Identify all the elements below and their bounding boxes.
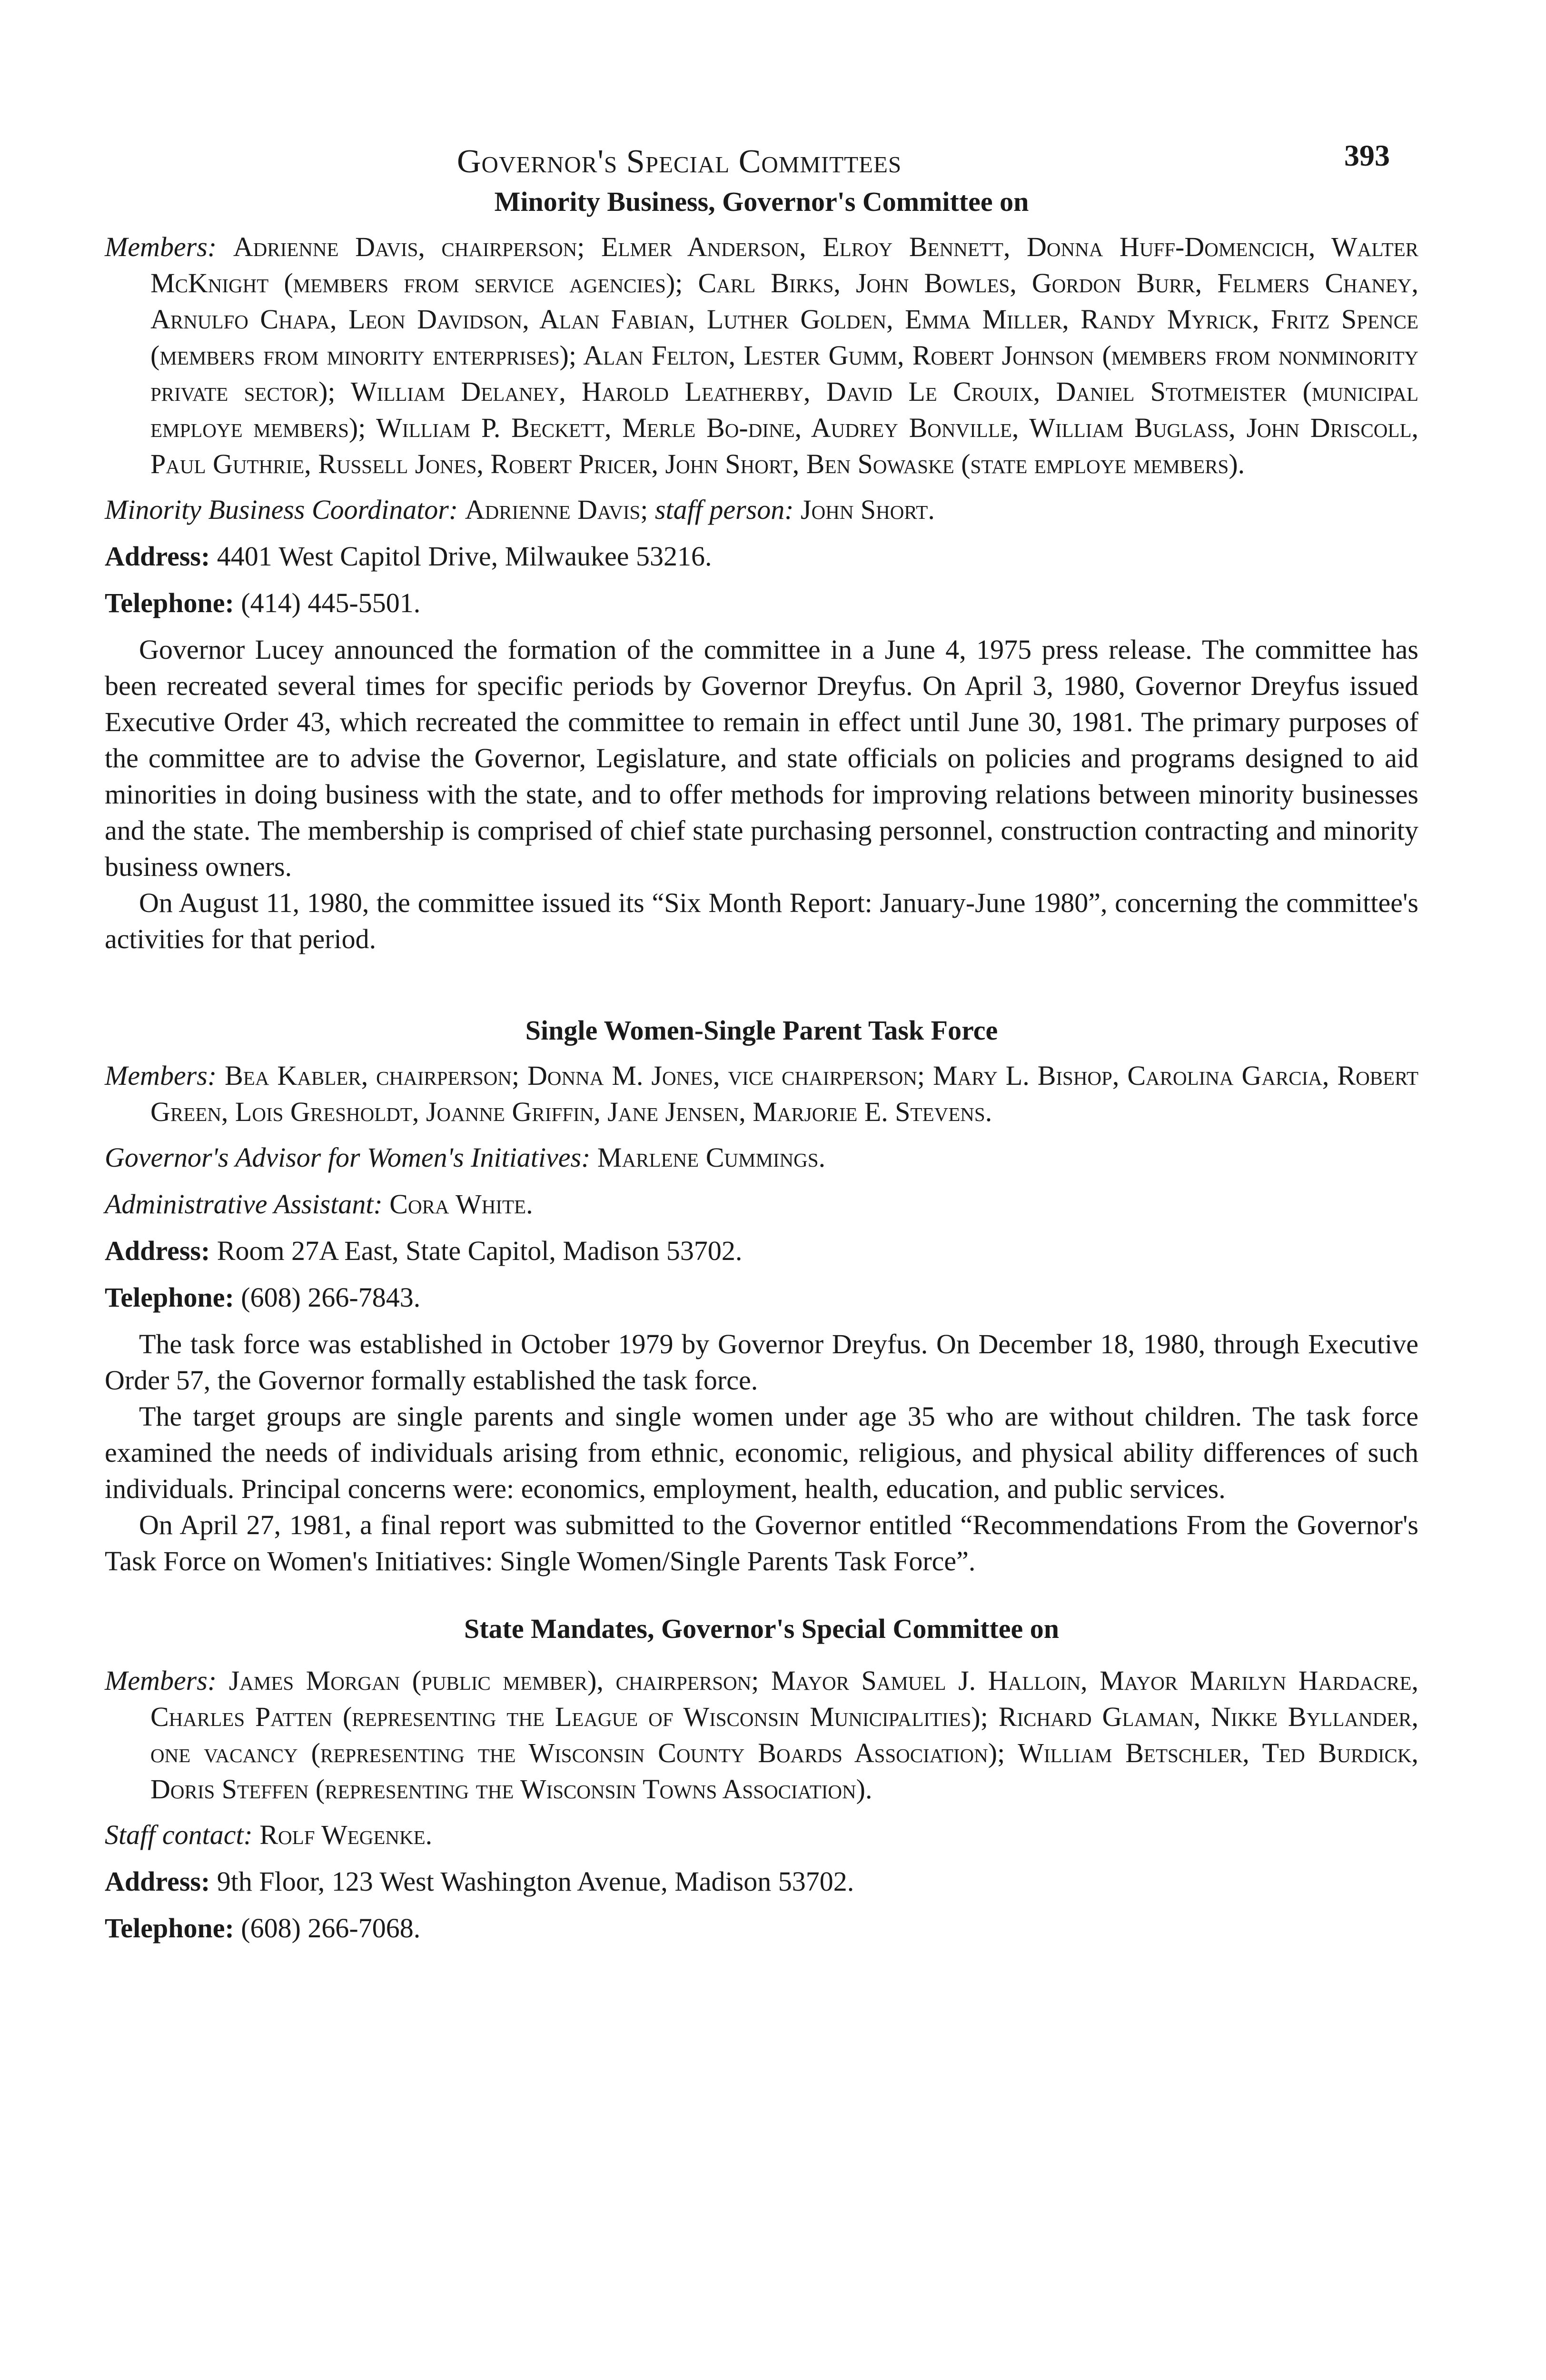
members-list: James Morgan (public member), chairperson; Mayor Samuel J. Halloin, Mayor Marilyn Hardacre, Charles Patten (representing the League of Wisconsin Municipalities); Richard Glaman, Nikke Byllander, one vacancy (representing the Wisconsin County Boards Association); William Betschler, Ted Burdick, Doris Steffen (representing the Wisconsin Towns Association). xyxy=(150,1665,1419,1805)
address-label: Address: xyxy=(105,1235,210,1266)
staff-person-name: John Short. xyxy=(801,494,935,525)
members-label: Members: xyxy=(105,231,217,262)
staff-person-label: staff person: xyxy=(654,494,794,525)
members-label: Members: xyxy=(105,1665,217,1696)
section-heading: Single Women-Single Parent Task Force xyxy=(525,1015,998,1046)
assistant-name: Cora White. xyxy=(389,1189,533,1220)
address-value: 9th Floor, 123 West Washington Avenue, Madison 53702. xyxy=(217,1866,854,1897)
assistant-entry xyxy=(105,1186,1418,1222)
telephone-value: (608) 266-7843. xyxy=(241,1282,421,1313)
telephone-value: (608) 266-7068. xyxy=(241,1913,421,1944)
advisor-label: Governor's Advisor for Women's Initiatives: xyxy=(105,1142,591,1173)
running-title: Governor's Special Committees xyxy=(457,143,902,180)
coordinator-name: Adrienne Davis; xyxy=(465,494,648,525)
telephone-entry xyxy=(105,1279,1418,1316)
address-entry xyxy=(105,538,1418,575)
section-minority-business xyxy=(105,186,1418,957)
advisor-entry xyxy=(105,1140,1418,1176)
address-label: Address: xyxy=(105,1866,210,1897)
telephone-entry xyxy=(105,1910,1418,1946)
staff-contact-entry xyxy=(105,1817,1418,1853)
document-page xyxy=(105,133,1418,1957)
body-paragraph: The task force was established in October 1979 by Governor Dreyfus. On December 18, 1980, through Executive Order 57, the Governor formally established the task force. xyxy=(105,1329,1418,1396)
body-paragraph: The target groups are single parents and single women under age 35 who are without children. The task force examined the needs of individuals arising from ethnic, economic, religious, and physical ability differences of such individuals. Principal concerns were: economics, employment, health, education, and public services. xyxy=(105,1401,1418,1504)
address-entry xyxy=(105,1864,1418,1900)
address-entry xyxy=(105,1233,1418,1269)
members-label: Members: xyxy=(105,1060,217,1091)
members-entry xyxy=(105,229,1418,482)
telephone-entry xyxy=(105,585,1418,621)
members-list: Adrienne Davis, chairperson; Elmer Anderson, Elroy Bennett, Donna Huff-Domencich, Walter McKnight (members from service agencies); Carl Birks, John Bowles, Gordon Burr, Felmers Chaney, Arnulfo Chapa, Leon Davidson, Alan Fabian, Luther Golden, Emma Miller, Randy Myrick, Fritz Spence (members from minority enterprises); Alan Felton, Lester Gumm, Robert Johnson (members from nonminority private sector); William Delaney, Harold Leatherby, David Le Crouix, Daniel Stotmeister (municipal employe members); William P. Beckett, Merle Bo-dine, Audrey Bonville, William Buglass, John Driscoll, Paul Guthrie, Russell Jones, Robert Pricer, John Short, Ben Sowaske (state employe members). xyxy=(150,231,1419,479)
assistant-label: Administrative Assistant: xyxy=(105,1189,383,1220)
section-state-mandates xyxy=(105,1613,1418,1946)
members-list: Bea Kabler, chairperson; Donna M. Jones, vice chairperson; Mary L. Bishop, Carolina Garcia, Robert Green, Lois Gresholdt, Joanne Griffin, Jane Jensen, Marjorie E. Stevens. xyxy=(150,1060,1418,1127)
body-paragraph: On April 27, 1981, a final report was submitted to the Governor entitled “Recommendations From the Governor's Task Force on Women's Initiatives: Single Women/Single Parents Task Force”. xyxy=(105,1509,1418,1577)
telephone-value: (414) 445-5501. xyxy=(241,587,421,618)
advisor-name: Marlene Cummings. xyxy=(597,1142,826,1173)
body-paragraph: Governor Lucey announced the formation of the committee in a June 4, 1975 press release. The committee has been recreated several times for specific periods by Governor Dreyfus. On April 3, 1980, Governor Dreyfus issued Executive Order 43, which recreated the committee to remain in effect until June 30, 1981. The primary purposes of the committee are to advise the Governor, Legislature, and state officials on policies and programs designed to aid minorities in doing business with the state, and to offer methods for improving relations between minority businesses and the state. The membership is comprised of chief state purchasing personnel, construction contracting and minority business owners. xyxy=(105,634,1418,882)
page-number: 393 xyxy=(1344,139,1390,172)
telephone-label: Telephone: xyxy=(105,587,234,618)
telephone-label: Telephone: xyxy=(105,1913,234,1944)
body-paragraph: On August 11, 1980, the committee issued its “Six Month Report: January-June 1980”, concerning the committee's activities for that period. xyxy=(105,887,1418,954)
address-label: Address: xyxy=(105,541,210,572)
address-value: Room 27A East, State Capitol, Madison 53702. xyxy=(217,1235,743,1266)
address-value: 4401 West Capitol Drive, Milwaukee 53216. xyxy=(217,541,712,572)
staff-entry xyxy=(105,492,1418,528)
section-heading: Minority Business, Governor's Committee on xyxy=(494,186,1029,217)
running-head xyxy=(105,133,1418,186)
staff-contact-name: Rolf Wegenke. xyxy=(259,1819,433,1850)
telephone-label: Telephone: xyxy=(105,1282,234,1313)
members-entry xyxy=(105,1663,1418,1807)
section-heading: State Mandates, Governor's Special Committee on xyxy=(464,1613,1060,1644)
members-entry xyxy=(105,1058,1418,1130)
coordinator-label: Minority Business Coordinator: xyxy=(105,494,458,525)
section-single-women-task-force xyxy=(105,1014,1418,1579)
staff-contact-label: Staff contact: xyxy=(105,1819,253,1850)
